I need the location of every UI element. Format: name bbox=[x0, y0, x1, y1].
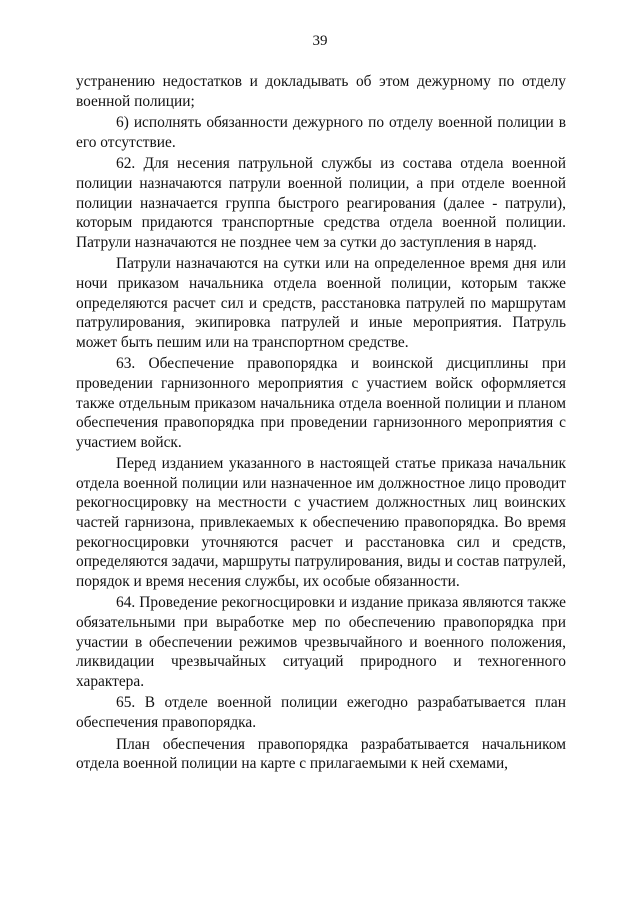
paragraph-63-reconnaissance: Перед изданием указанного в настоящей статье приказа начальник отдела военной полиции или назначенное им должностное лицо проводит рекогносцировку на местности с участием должностных лиц воинских частей гарнизона, привлекаемых к обеспечению правопорядка. Во время рекогносцировки уточняются расчет и расстановка сил и средств, определяются задачи, маршруты патрулирования, виды и состав патрулей, порядок и время несения службы, их особые обязанности. bbox=[76, 455, 566, 590]
paragraph-65-plan: План обеспечения правопорядка разрабатывается начальником отдела военной полиции на карте с прилагаемыми к ней схемами, bbox=[76, 735, 566, 773]
page-number: 39 bbox=[312, 33, 328, 49]
document-body bbox=[76, 72, 566, 776]
paragraph-continuation: устранению недостатков и докладывать об этом дежурному по отделу военной полиции; bbox=[76, 73, 566, 110]
paragraph-62: 62. Для несения патрульной службы из состава отдела военной полиции назначаются патрули военной полиции, а при отделе военной полиции назначается группа быстрого реагирования (далее - патрули), которым придаются транспортные средства отдела военной полиции. Патрули назначаются не позднее чем за сутки до заступления в наряд. bbox=[76, 155, 566, 251]
paragraph-63: 63. Обеспечение правопорядка и воинской дисциплины при проведении гарнизонного мероприятия с участием войск оформляется также отдельным приказом начальника отдела военной полиции и планом обеспечения правопорядка при проведении гарнизонного мероприятия с участием войск. bbox=[76, 355, 566, 451]
paragraph-62-patrols: Патрули назначаются на сутки или на определенное время дня или ночи приказом начальника отдела военной полиции, которым также определяются расчет сил и средств, расстановка патрулей по маршрутам патрулирования, экипировка патрулей и иные мероприятия. Патруль может быть пешим или на транспортном средстве. bbox=[76, 255, 566, 351]
paragraph-item-6: 6) исполнять обязанности дежурного по отделу военной полиции в его отсутствие. bbox=[76, 114, 566, 151]
paragraph-65: 65. В отделе военной полиции ежегодно разрабатывается план обеспечения правопорядка. bbox=[76, 694, 566, 731]
paragraph-64: 64. Проведение рекогносцировки и издание приказа являются также обязательными при выработке мер по обеспечению правопорядка при участии в обеспечении режимов чрезвычайного и военного положения, ликвидации чрезвычайных ситуаций природного и техногенного характера. bbox=[76, 594, 566, 690]
